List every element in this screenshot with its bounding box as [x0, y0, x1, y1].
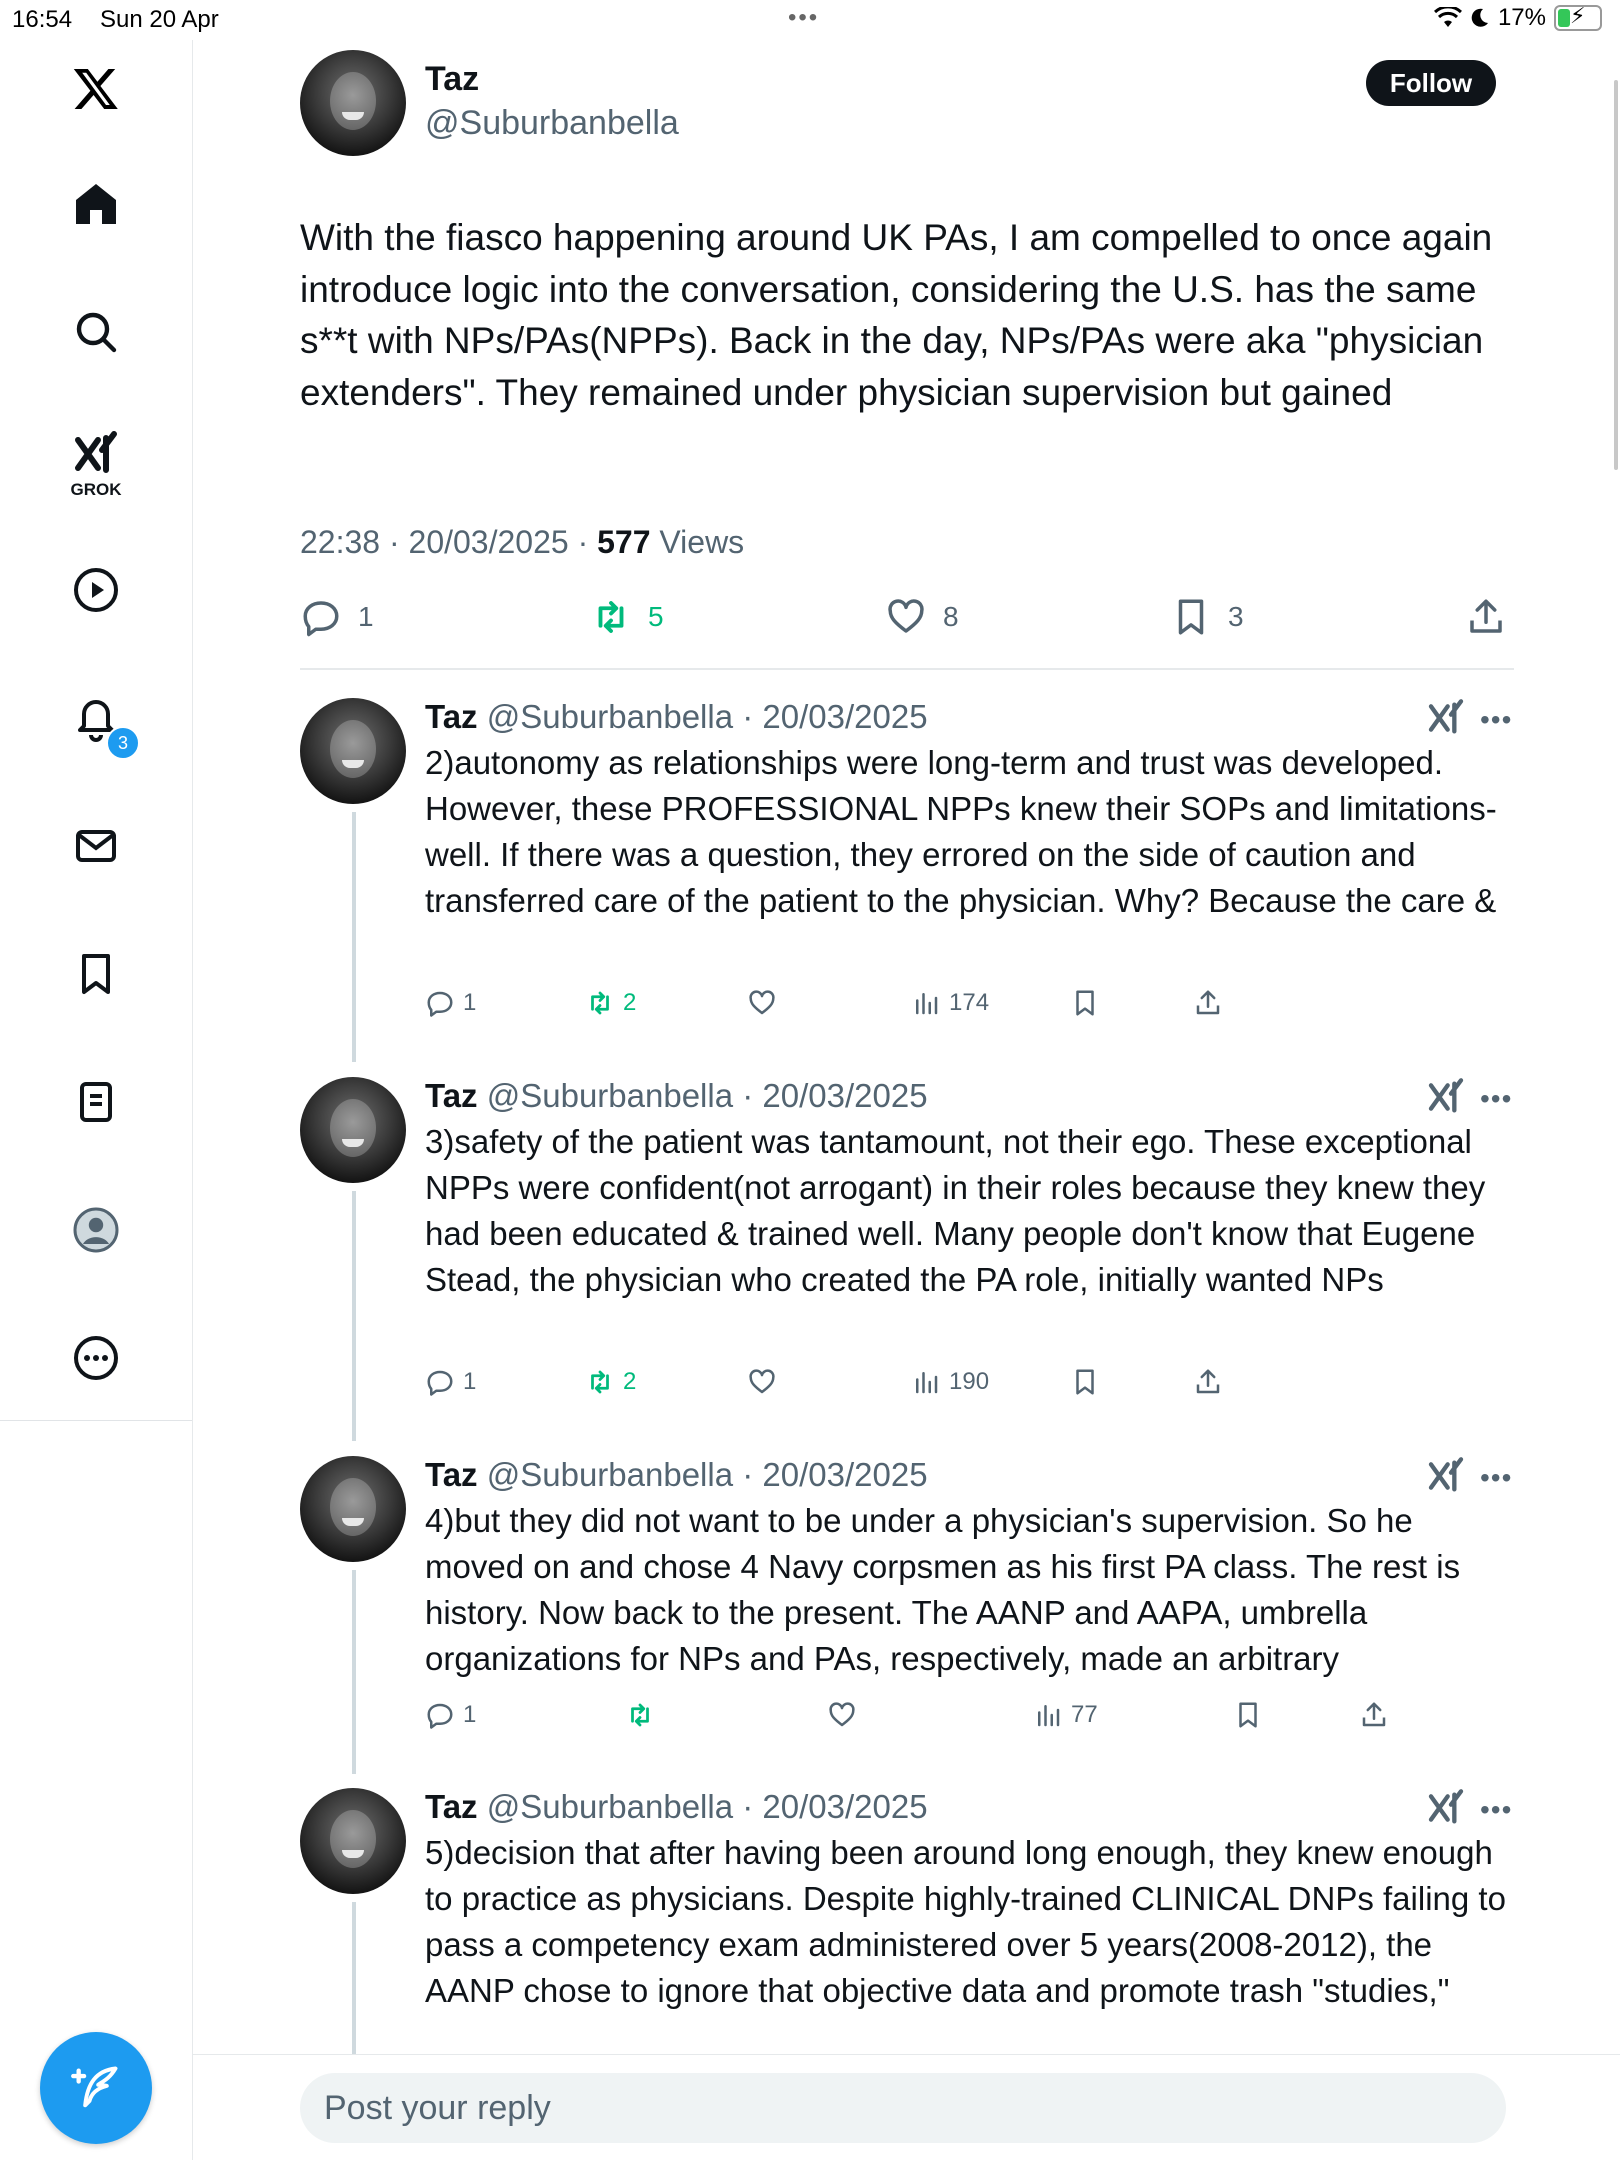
repost-icon: [590, 596, 632, 638]
reply-button[interactable]: [300, 596, 374, 638]
reply-text: 5)decision that after having been around long enough, they knew enough to practice as physicians. Despite highly-trained CLINICAL DNPs failing to pass a competency exam administered over 5 years(2008-2012), the AANP chose to ignore that objective data and promote trash "studies,": [425, 1834, 1506, 2009]
author-name[interactable]: Taz: [425, 60, 480, 98]
heart-icon: [827, 1700, 857, 1730]
thread-line: [352, 1191, 356, 1441]
views-label: Views: [650, 524, 745, 560]
share-button[interactable]: [1359, 1700, 1389, 1730]
views-chart-icon: [911, 988, 941, 1018]
multitasking-dots-icon[interactable]: •••: [788, 4, 820, 31]
share-icon: [1359, 1700, 1389, 1730]
reply-avatar[interactable]: [300, 1788, 406, 1894]
thread-line: [352, 1570, 356, 1774]
views-chart-icon: [911, 1367, 941, 1397]
reply-count: 1: [463, 1701, 477, 1728]
bookmark-icon: [1070, 988, 1100, 1018]
share-button[interactable]: [1193, 988, 1223, 1018]
reply-icon: [425, 1700, 455, 1730]
share-icon: [1465, 596, 1507, 638]
like-button[interactable]: [747, 1367, 777, 1397]
thread-line: [352, 812, 356, 1062]
views-count: 190: [949, 1368, 990, 1395]
bookmarks-icon[interactable]: [60, 938, 132, 1010]
tweet-text: With the fiasco happening around UK PAs, I am compelled to once again introduce logic into the conversation, considering the U.S. has the same s**t with NPs/PAs(NPPs). Back in the day, NPs/PAs were aka "physician extenders". They remained under physician supervision but gained: [300, 217, 1493, 413]
author-handle[interactable]: @Suburbanbella: [425, 104, 679, 142]
tweet-meta: [300, 524, 744, 561]
reply-avatar[interactable]: [300, 1456, 406, 1562]
reply-author-handle[interactable]: @Suburbanbella: [486, 698, 734, 735]
reply-header: [425, 698, 928, 736]
sidebar-divider: [0, 1420, 192, 1421]
status-date: Sun 20 Apr: [100, 6, 219, 33]
repost-icon: [585, 1367, 615, 1397]
thread-reply[interactable]: [300, 1077, 1520, 1457]
share-button[interactable]: [1193, 1367, 1223, 1397]
heart-icon: [747, 988, 777, 1018]
reply-composer-bar: [193, 2054, 1620, 2161]
reply-date[interactable]: · 20/03/2025: [742, 1456, 928, 1493]
x-logo-icon[interactable]: [60, 52, 132, 124]
heart-icon: [747, 1367, 777, 1397]
views-chart-icon: [1033, 1700, 1063, 1730]
bookmark-button[interactable]: [1233, 1700, 1263, 1730]
reply-header: [425, 1077, 928, 1115]
repost-button[interactable]: [585, 1367, 636, 1397]
thread-line: [352, 1902, 356, 2054]
reply-button[interactable]: [425, 1367, 476, 1397]
reply-button[interactable]: [425, 1700, 476, 1730]
tweet-actions: [300, 596, 1510, 648]
thread-reply[interactable]: [300, 1788, 1520, 2054]
repost-count: 2: [623, 989, 637, 1016]
bookmark-icon: [1170, 596, 1212, 638]
repost-button[interactable]: [585, 988, 636, 1018]
more-options-icon[interactable]: •••: [1480, 1794, 1513, 1825]
reply-actions: [425, 1367, 1425, 1403]
bookmark-icon: [1233, 1700, 1263, 1730]
video-icon[interactable]: [60, 554, 132, 626]
more-options-icon[interactable]: [60, 1322, 132, 1394]
grok-icon[interactable]: [1426, 1456, 1466, 1496]
lists-icon[interactable]: [60, 1066, 132, 1138]
scrollbar[interactable]: [1614, 80, 1618, 470]
reply-author-name[interactable]: Taz: [425, 1077, 478, 1114]
reply-icon: [425, 1367, 455, 1397]
tweet-timestamp[interactable]: 22:38 · 20/03/2025 ·: [300, 524, 598, 560]
reply-count: 1: [463, 1368, 477, 1395]
views-count: 174: [949, 989, 990, 1016]
battery-percent: 17%: [1497, 4, 1546, 31]
thread-reply[interactable]: [300, 698, 1520, 1078]
reply-author-name[interactable]: Taz: [425, 1788, 478, 1825]
repost-icon: [585, 988, 615, 1018]
reply-text: 4)but they did not want to be under a physician's supervision. So he moved on and chose 4 Navy corpsmen as his first PA class. The rest is history. Now back to the present. The AANP and AAPA, umbrella organizations for NPs and PAs, respectively, made an arbitrary: [425, 1502, 1461, 1677]
repost-count: 2: [623, 1368, 637, 1395]
reply-count: 1: [358, 601, 374, 632]
heart-icon: [885, 596, 927, 638]
notification-count-badge: 3: [106, 726, 140, 760]
grok-icon[interactable]: [1426, 698, 1466, 738]
grok-icon[interactable]: [1426, 1788, 1466, 1828]
reply-actions: [425, 988, 1425, 1024]
profile-avatar-icon[interactable]: [60, 1194, 132, 1266]
status-time: 16:54: [12, 6, 73, 33]
reply-avatar[interactable]: [300, 698, 406, 804]
home-icon[interactable]: [60, 168, 132, 240]
reply-avatar[interactable]: [300, 1077, 406, 1183]
reply-actions: [425, 1700, 1425, 1736]
reply-input[interactable]: Post your reply: [300, 2073, 1506, 2143]
share-button[interactable]: [1465, 596, 1507, 638]
reply-author-handle[interactable]: @Suburbanbella: [486, 1077, 734, 1114]
moon-icon: [1470, 7, 1490, 29]
share-icon: [1193, 1367, 1223, 1397]
more-options-icon[interactable]: •••: [1480, 704, 1513, 735]
compose-feather-icon: [70, 2062, 122, 2114]
grok-label: GROK: [70, 480, 122, 499]
reply-date[interactable]: · 20/03/2025: [742, 698, 928, 735]
like-button[interactable]: [827, 1700, 857, 1730]
reply-count: 1: [463, 989, 477, 1016]
more-options-icon[interactable]: •••: [1480, 1083, 1513, 1114]
reply-date[interactable]: · 20/03/2025: [742, 1077, 928, 1114]
bookmark-button[interactable]: [1070, 1367, 1100, 1397]
share-icon: [1193, 988, 1223, 1018]
views-count: 577: [597, 524, 651, 560]
sidebar: [0, 40, 193, 2160]
reply-author-name[interactable]: Taz: [425, 1456, 478, 1493]
reply-text: 3)safety of the patient was tantamount, not their ego. These exceptional NPPs were confident(not arrogant) in their roles because they knew they had been educated & trained well. Many people don't know that Eugene Stead, the physician who created the PA role, initially wanted NPs: [425, 1123, 1486, 1298]
search-icon[interactable]: [60, 296, 132, 368]
author-avatar[interactable]: [300, 50, 406, 156]
repost-count: 5: [648, 601, 664, 632]
like-button[interactable]: [885, 596, 959, 638]
repost-button[interactable]: [590, 596, 664, 638]
views-count: 77: [1071, 1701, 1098, 1728]
views-button[interactable]: [911, 988, 989, 1018]
reply-author-handle[interactable]: @Suburbanbella: [486, 1788, 734, 1825]
reply-text: 2)autonomy as relationships were long-term and trust was developed. However, these PROFESSIONAL NPPs knew their SOPs and limitations-well. If there was a question, they errored on the side of caution and transferred care of the patient to the physician. Why? Because the care &: [425, 744, 1497, 919]
like-count: 8: [943, 601, 959, 632]
compose-post-button[interactable]: [40, 2032, 152, 2144]
reply-header: [425, 1456, 928, 1494]
status-bar: [0, 0, 1620, 40]
battery-icon: ⚡: [1554, 5, 1602, 31]
repost-icon: [625, 1700, 655, 1730]
bookmark-icon: [1070, 1367, 1100, 1397]
bookmark-count: 3: [1228, 601, 1244, 632]
thread-reply[interactable]: [300, 1456, 1520, 1790]
views-button[interactable]: [911, 1367, 989, 1397]
more-options-icon[interactable]: •••: [1480, 1462, 1513, 1493]
reply-icon: [300, 596, 342, 638]
views-button[interactable]: [1033, 1700, 1098, 1730]
bookmark-button[interactable]: [1070, 988, 1100, 1018]
messages-envelope-icon[interactable]: [60, 810, 132, 882]
reply-author-handle[interactable]: @Suburbanbella: [486, 1456, 734, 1493]
reply-header: [425, 1788, 928, 1826]
follow-button[interactable]: Follow: [1366, 60, 1496, 106]
repost-button[interactable]: [625, 1700, 655, 1730]
tweet-divider: [300, 668, 1514, 670]
wifi-icon: [1434, 7, 1462, 29]
reply-author-name[interactable]: Taz: [425, 698, 478, 735]
like-button[interactable]: [747, 988, 777, 1018]
reply-button[interactable]: [425, 988, 476, 1018]
reply-icon: [425, 988, 455, 1018]
grok-icon[interactable]: [1426, 1077, 1466, 1117]
reply-date[interactable]: · 20/03/2025: [742, 1788, 928, 1825]
bookmark-button[interactable]: [1170, 596, 1244, 638]
